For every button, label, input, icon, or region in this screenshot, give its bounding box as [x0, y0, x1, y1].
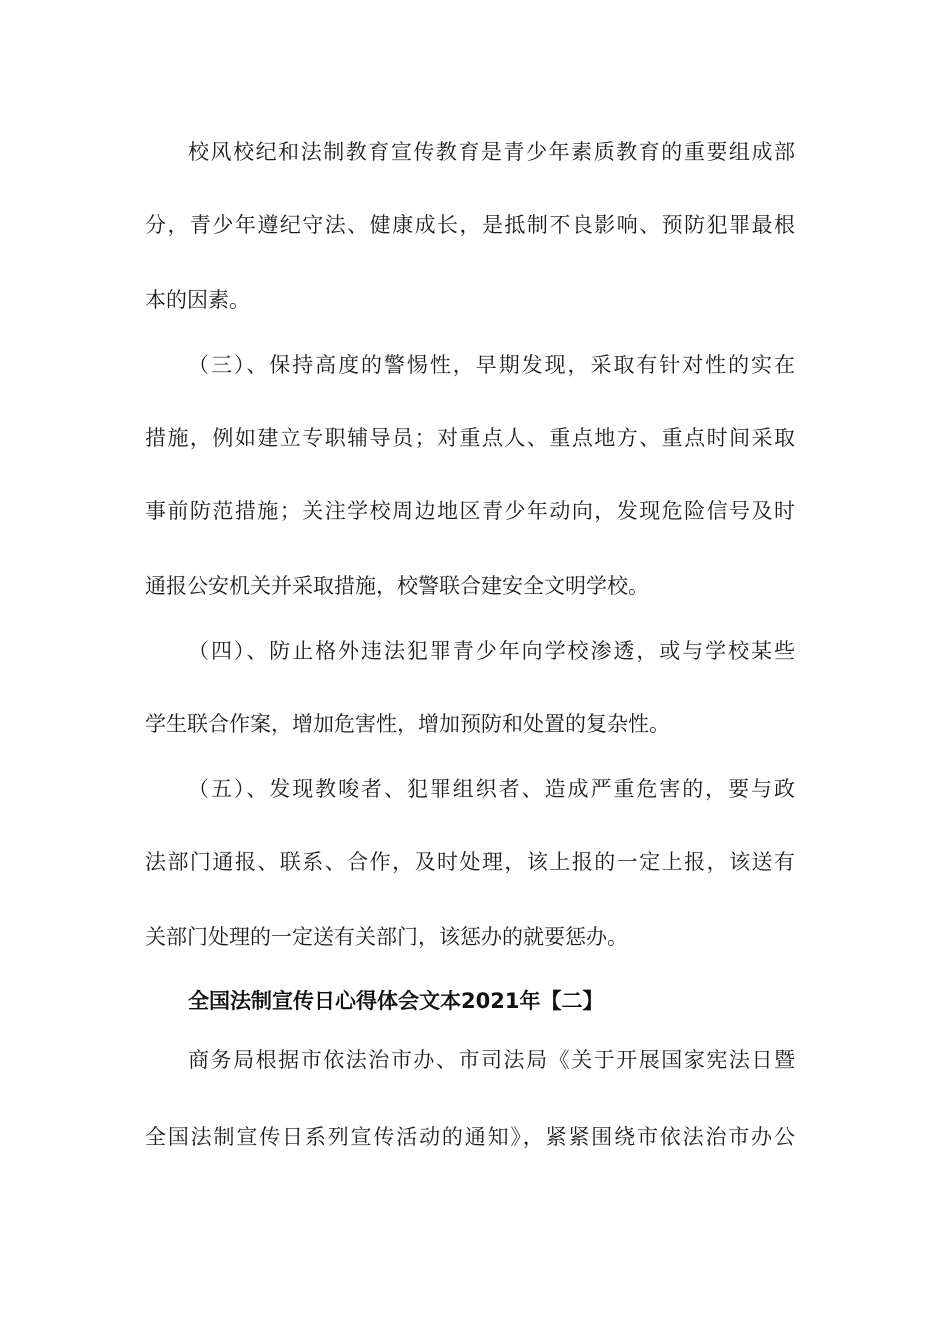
paragraph-3-line-2: 学生联合作案，增加危害性，增加预防和处置的复杂性。 [145, 712, 670, 736]
paragraph-4-line-1: （五）、发现教唆者、犯罪组织者、造成严重危害的，要与政 [188, 777, 795, 801]
paragraph-2-line-3: 事前防范措施；关注学校周边地区青少年动向，发现危险信号及时 [145, 499, 795, 523]
paragraph-2-line-4: 通报公安机关并采取措施，校警联合建安全文明学校。 [145, 574, 649, 598]
paragraph-3-line-1: （四）、防止格外违法犯罪青少年向学校渗透，或与学校某些 [188, 639, 795, 663]
paragraph-4-line-2: 法部门通报、联系、合作，及时处理，该上报的一定上报，该送有 [145, 850, 795, 874]
section-heading: 全国法制宣传日心得体会文本2021年【二】 [188, 989, 604, 1013]
final-paragraph-line-1: 商务局根据市依法治市办、市司法局《关于开展国家宪法日暨 [188, 1048, 795, 1072]
paragraph-1-line-3: 本的因素。 [145, 288, 250, 312]
final-paragraph-line-2: 全国法制宣传日系列宣传活动的通知》，紧紧围绕市依法治市办公 [145, 1125, 795, 1149]
paragraph-2-line-1: （三）、保持高度的警惕性，早期发现，采取有针对性的实在 [188, 353, 795, 377]
paragraph-4-line-3: 关部门处理的一定送有关部门，该惩办的就要惩办。 [145, 925, 628, 949]
paragraph-1-line-2: 分，青少年遵纪守法、健康成长，是抵制不良影响、预防犯罪最根 [145, 213, 795, 237]
paragraph-2-line-2: 措施，例如建立专职辅导员；对重点人、重点地方、重点时间采取 [145, 426, 795, 450]
paragraph-1-line-1: 校风校纪和法制教育宣传教育是青少年素质教育的重要组成部 [188, 140, 795, 164]
